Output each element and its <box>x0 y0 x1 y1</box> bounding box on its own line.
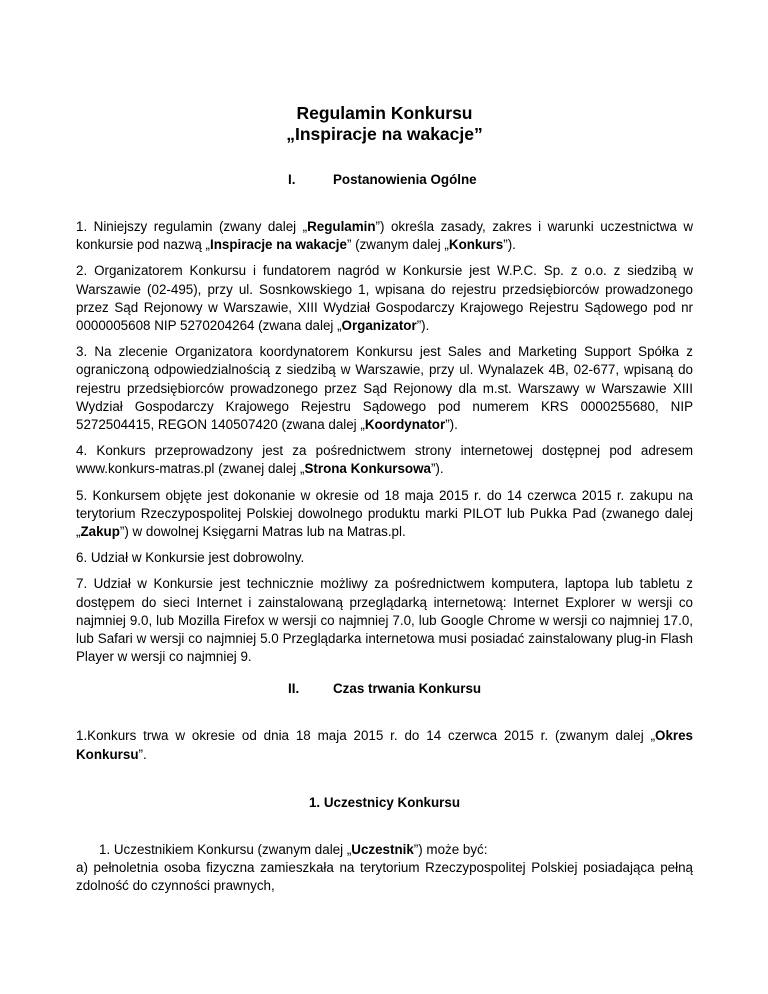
text: ”). <box>416 318 430 334</box>
term-organizator: Organizator <box>341 318 417 334</box>
text: 1. Uczestnikiem Konkursu (zwanym dalej „ <box>99 842 352 858</box>
paragraph-6: 6. Udział w Konkursie jest dobrowolny. <box>76 550 305 566</box>
text: ”). <box>445 417 458 433</box>
text: 2. Organizatorem Konkursu i fundatorem nagród w Konkursie jest W.P.C. Sp. z o.o. z siedzibą w Warszawie (02-495), przy ul. Sosnkowskiego 1, wpisana do rejestru przedsiębiorców prowadzonego przez Sąd Rejonowy w Warszawie, XIII Wydział Gospodarczy Krajowego Rejestru Sądowego pod nr 0000005608 NIP 5270204264 (zwana dalej „ <box>76 263 693 334</box>
paragraph-3 <box>76 343 693 434</box>
text: 1. Niniejszy regulamin (zwany dalej „ <box>76 219 308 234</box>
section-label: Czas trwania Konkursu <box>333 681 482 697</box>
paragraph-8 <box>76 727 693 763</box>
document-title-line-2: „Inspiracje na wakacje” <box>286 124 483 144</box>
term-okres-konkursu: Okres Konkursu <box>76 728 693 762</box>
term-koordynator: Koordynator <box>364 417 446 433</box>
paragraph-10: a) pełnoletnia osoba fizyczna zamieszkała na terytorium Rzeczypospolitej Polskiej posiadająca pełną zdolność do czynności prawnych, <box>76 860 693 894</box>
section-heading-participants: 1. Uczestnicy Konkursu <box>308 794 461 810</box>
paragraph-7: 7. Udział w Konkursie jest technicznie możliwy za pośrednictwem komputera, laptopa lub tabletu z dostępem do sieci Internet i zainstalowaną przeglądarką internetową: Internet Explorer w wersji co najmniej 9.0, lub Mozilla Firefox w wersji co najmniej 7.0, lub Google Chrome w wersji co najmniej 17.0, lub Safari w wersji co najmniej 5.0 Przeglądarka internetowa musi posiadać zainstalowany plug-in Flash Player w wersji co najmniej 9. <box>76 576 693 665</box>
paragraph-4 <box>76 442 693 478</box>
text: ” (zwanym dalej „ <box>346 237 449 253</box>
text: ”. <box>138 746 147 762</box>
section-number: I. <box>288 172 296 187</box>
paragraph-9 <box>76 841 693 859</box>
document-page <box>76 103 693 904</box>
term-uczestnik: Uczestnik <box>351 842 414 858</box>
paragraph-2 <box>76 262 693 335</box>
text: 4. Konkurs przeprowadzony jest za pośrednictwem strony internetowej dostępnej pod adresem www.konkurs-matras.pl (zwanej dalej „ <box>76 443 693 477</box>
section-number: II. <box>288 681 300 697</box>
text: 5. Konkursem objęte jest dokonanie w okresie od 18 maja 2015 r. do 14 czerwca 2015 r. zakupu na terytorium Rzeczypospolitej Polskiej dowolnego produktu marki PILOT lub Pukka Pad (zwanego dalej „ <box>76 487 693 540</box>
document-title-line-1: Regulamin Konkursu <box>296 103 473 123</box>
text: ”). <box>430 461 444 477</box>
term-zakup: Zakup <box>80 524 120 540</box>
text: 1.Konkurs trwa w okresie od dnia 18 maja 2015 r. do 14 czerwca 2015 r. (zwanym dalej „ <box>76 728 656 744</box>
term-konkurs: Konkurs <box>448 237 504 253</box>
section-heading-duration <box>76 680 693 698</box>
section-label: Postanowienia Ogólne <box>333 172 477 187</box>
text: 3. Na zlecenie Organizatora koordynatorem Konkursu jest Sales and Marketing Support Spółka z ograniczoną odpowiedzialnością z siedzibą w Warszawie, przy ul. Wynalazek 4B, 02-677, wpisaną do rejestru przedsiębiorców prowadzonego przez Sąd Rejonowy dla m.st. Warszawy w Warszawie XIII Wydział Gospodarczy Krajowego Rejestru Sądowego pod numerem KRS 0000255680, NIP 5272504415, REGON 140507420 (zwana dalej „ <box>76 344 693 433</box>
term-strona-konkursowa: Strona Konkursowa <box>304 461 431 477</box>
paragraph-1 <box>76 218 693 254</box>
text: ”). <box>503 237 516 253</box>
paragraph-5 <box>76 487 693 542</box>
text: ”) określa zasady, zakres i warunki uczestnictwa w konkursie pod nazwą „ <box>76 219 693 253</box>
term-regulamin: Regulamin <box>307 219 376 234</box>
term-contest-name: Inspiracje na wakacje <box>209 237 347 253</box>
text: ”) w dowolnej Księgarni Matras lub na Matras.pl. <box>119 524 406 540</box>
section-heading-general <box>76 171 693 189</box>
text: ”) może być: <box>413 842 488 858</box>
